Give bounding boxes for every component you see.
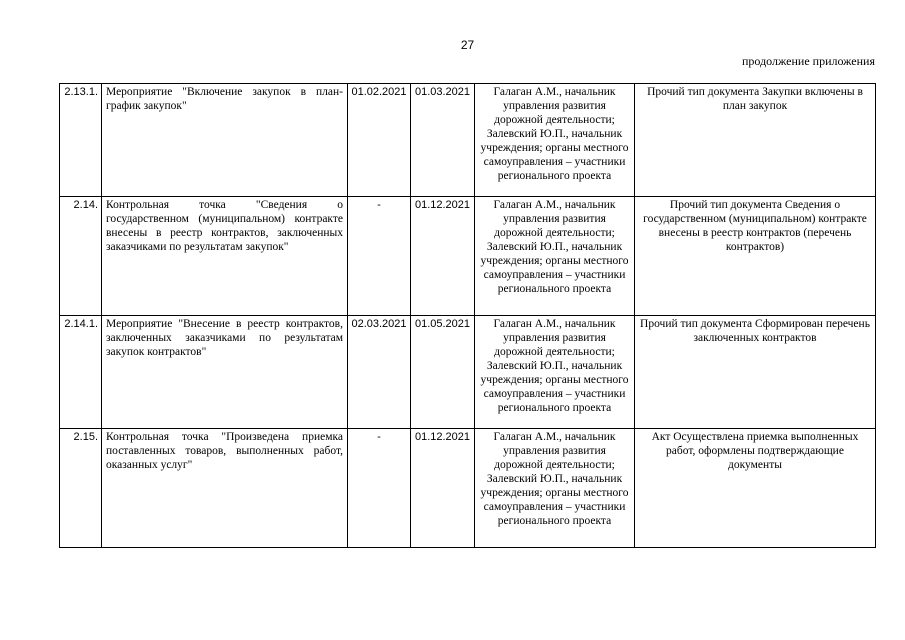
row-start-date: 02.03.2021 [348, 316, 411, 429]
row-number: 2.15. [60, 429, 102, 548]
row-number: 2.14.1. [60, 316, 102, 429]
row-number: 2.14. [60, 197, 102, 316]
row-result: Прочий тип документа Сформирован перечень заключенных контрактов [635, 316, 876, 429]
table-row [60, 197, 876, 316]
row-end-date: 01.12.2021 [411, 197, 475, 316]
row-end-date: 01.05.2021 [411, 316, 475, 429]
continuation-label: продолжение приложения [742, 54, 875, 68]
table-row [60, 84, 876, 197]
row-result: Прочий тип документа Закупки включены в план закупок [635, 84, 876, 197]
row-start-date: - [348, 197, 411, 316]
table-row [60, 429, 876, 548]
row-result: Акт Осуществлена приемка выполненных работ, оформлены подтверждающие документы [635, 429, 876, 548]
row-responsible: Галаган А.М., начальник управления развития дорожной деятельности; Залевский Ю.П., начальник учреждения; органы местного самоуправления – участники регионального проекта [475, 316, 635, 429]
row-end-date: 01.03.2021 [411, 84, 475, 197]
table-row [60, 316, 876, 429]
row-responsible: Галаган А.М., начальник управления развития дорожной деятельности; Залевский Ю.П., начальник учреждения; органы местного самоуправления – участники регионального проекта [475, 197, 635, 316]
row-description: Мероприятие "Внесение в реестр контрактов, заключенных заказчиками по результатам закупок контрактов" [102, 316, 348, 429]
row-description: Контрольная точка "Произведена приемка поставленных товаров, выполненных работ, оказанных услуг" [102, 429, 348, 548]
row-responsible: Галаган А.М., начальник управления развития дорожной деятельности; Залевский Ю.П., начальник учреждения; органы местного самоуправления – участники регионального проекта [475, 429, 635, 548]
row-description: Контрольная точка "Сведения о государственном (муниципальном) контракте внесены в реестр контрактов, заключенных заказчиками по результатам закупок" [102, 197, 348, 316]
row-description: Мероприятие "Включение закупок в план-график закупок" [102, 84, 348, 197]
page-number: 27 [460, 38, 475, 52]
row-number: 2.13.1. [60, 84, 102, 197]
row-result: Прочий тип документа Сведения о государственном (муниципальном) контракте внесены в реестр контрактов (перечень контрактов) [635, 197, 876, 316]
row-start-date: 01.02.2021 [348, 84, 411, 197]
row-start-date: - [348, 429, 411, 548]
row-responsible: Галаган А.М., начальник управления развития дорожной деятельности; Залевский Ю.П., начальник учреждения; органы местного самоуправления – участники регионального проекта [475, 84, 635, 197]
row-end-date: 01.12.2021 [411, 429, 475, 548]
plan-table [59, 83, 876, 548]
